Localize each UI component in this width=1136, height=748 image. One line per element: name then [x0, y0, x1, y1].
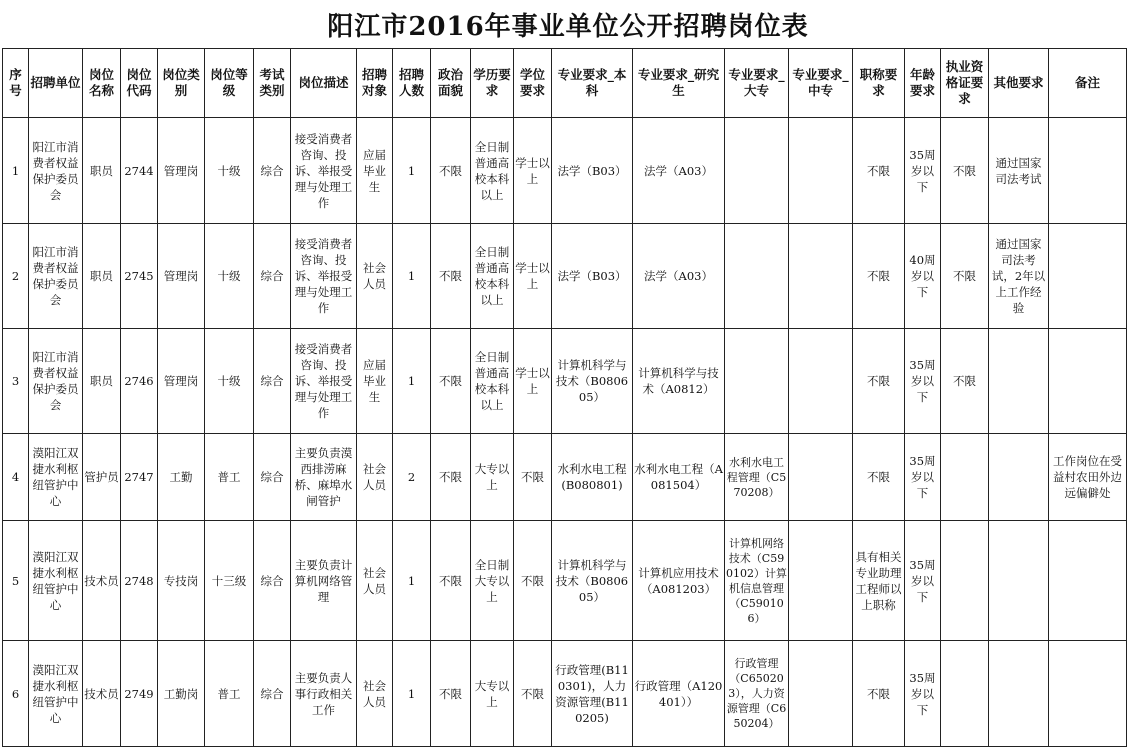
table-row — [3, 521, 1127, 641]
table-cell: 2 — [3, 224, 29, 329]
table-cell: 十级 — [205, 329, 254, 434]
table-cell: 全日制普通高校本科以上 — [471, 329, 514, 434]
table-cell: 计算机科学与技术（B080605） — [552, 329, 633, 434]
table-cell: 2748 — [121, 521, 158, 641]
header-cell: 岗位等级 — [205, 49, 254, 118]
table-cell: 不限 — [853, 641, 905, 747]
table-cell: 接受消费者咨询、投诉、举报受理与处理工作 — [291, 329, 357, 434]
table-cell — [1049, 641, 1127, 747]
table-cell: 通过国家司法考试，2年以上工作经验 — [989, 224, 1049, 329]
table-cell: 计算机网络技术（C590102）计算机信息管理（C590106） — [725, 521, 789, 641]
table-cell: 管理岗 — [158, 329, 205, 434]
table-cell — [941, 434, 989, 521]
header-cell: 岗位代码 — [121, 49, 158, 118]
table-cell: 不限 — [853, 118, 905, 224]
table-cell — [725, 224, 789, 329]
table-cell: 水利水电工程管理（C570208） — [725, 434, 789, 521]
table-cell: 技术员 — [83, 521, 121, 641]
positions-table — [2, 48, 1127, 747]
table-cell: 社会人员 — [357, 521, 393, 641]
table-cell: 综合 — [254, 118, 291, 224]
table-cell: 1 — [393, 521, 431, 641]
table-cell: 35周岁以下 — [905, 329, 941, 434]
table-cell: 行政管理(B110301)，人力资源管理(B110205) — [552, 641, 633, 747]
table-cell: 学士以上 — [514, 118, 552, 224]
table-cell: 计算机科学与技术（B080605） — [552, 521, 633, 641]
table-cell: 主要负责人事行政相关工作 — [291, 641, 357, 747]
table-cell: 不限 — [514, 641, 552, 747]
table-cell: 全日制大专以上 — [471, 521, 514, 641]
table-cell — [725, 329, 789, 434]
table-cell: 主要负责计算机网络管理 — [291, 521, 357, 641]
table-cell — [1049, 521, 1127, 641]
table-cell: 法学（B03） — [552, 118, 633, 224]
table-cell — [789, 329, 853, 434]
table-cell: 综合 — [254, 224, 291, 329]
table-cell: 35周岁以下 — [905, 641, 941, 747]
table-cell: 1 — [393, 118, 431, 224]
table-cell: 35周岁以下 — [905, 118, 941, 224]
table-cell: 法学（A03） — [633, 224, 725, 329]
table-cell: 不限 — [431, 329, 471, 434]
table-cell: 不限 — [853, 329, 905, 434]
table-cell: 2745 — [121, 224, 158, 329]
table-cell: 不限 — [431, 521, 471, 641]
table-cell: 6 — [3, 641, 29, 747]
table-cell: 不限 — [431, 224, 471, 329]
table-cell — [1049, 118, 1127, 224]
table-cell: 计算机科学与技术（A0812） — [633, 329, 725, 434]
table-cell: 不限 — [941, 329, 989, 434]
table-cell: 社会人员 — [357, 641, 393, 747]
table-cell — [1049, 329, 1127, 434]
table-cell: 不限 — [853, 434, 905, 521]
header-cell: 专业要求_中专 — [789, 49, 853, 118]
table-cell: 职员 — [83, 329, 121, 434]
table-cell: 不限 — [431, 434, 471, 521]
header-cell: 学位要求 — [514, 49, 552, 118]
header-cell: 招聘对象 — [357, 49, 393, 118]
header-cell: 考试类别 — [254, 49, 291, 118]
table-cell: 1 — [393, 641, 431, 747]
table-cell: 应届毕业生 — [357, 118, 393, 224]
table-cell — [989, 434, 1049, 521]
table-cell: 主要负责漠西排涝麻桥、麻埠水闸管护 — [291, 434, 357, 521]
table-cell: 社会人员 — [357, 224, 393, 329]
header-cell: 序号 — [3, 49, 29, 118]
table-cell: 水利水电工程（A081504） — [633, 434, 725, 521]
table-cell: 4 — [3, 434, 29, 521]
header-cell: 岗位类别 — [158, 49, 205, 118]
header-cell: 学历要求 — [471, 49, 514, 118]
table-cell: 不限 — [431, 641, 471, 747]
table-cell: 普工 — [205, 641, 254, 747]
header-cell: 其他要求 — [989, 49, 1049, 118]
table-cell: 学士以上 — [514, 224, 552, 329]
table-cell: 综合 — [254, 434, 291, 521]
table-cell: 不限 — [853, 224, 905, 329]
table-cell: 接受消费者咨询、投诉、举报受理与处理工作 — [291, 118, 357, 224]
table-cell: 通过国家司法考试 — [989, 118, 1049, 224]
table-cell: 全日制普通高校本科以上 — [471, 118, 514, 224]
table-cell: 不限 — [514, 434, 552, 521]
table-cell: 应届毕业生 — [357, 329, 393, 434]
table-cell: 阳江市消费者权益保护委员会 — [29, 118, 83, 224]
table-cell: 具有相关专业助理工程师以上职称 — [853, 521, 905, 641]
table-cell: 大专以上 — [471, 641, 514, 747]
table-cell: 2 — [393, 434, 431, 521]
table-cell: 管理岗 — [158, 224, 205, 329]
table-cell — [789, 434, 853, 521]
table-cell: 2747 — [121, 434, 158, 521]
table-cell: 大专以上 — [471, 434, 514, 521]
table-cell: 不限 — [431, 118, 471, 224]
table-cell: 十级 — [205, 224, 254, 329]
header-cell: 招聘单位 — [29, 49, 83, 118]
table-cell: 工勤 — [158, 434, 205, 521]
table-cell: 工勤岗 — [158, 641, 205, 747]
table-cell: 十级 — [205, 118, 254, 224]
table-cell — [941, 521, 989, 641]
table-cell: 水利水电工程(B080801) — [552, 434, 633, 521]
table-cell: 2746 — [121, 329, 158, 434]
table-cell: 职员 — [83, 118, 121, 224]
table-cell: 35周岁以下 — [905, 434, 941, 521]
table-cell: 行政管理（C650203），人力资源管理（C650204） — [725, 641, 789, 747]
table-cell: 计算机应用技术（A081203） — [633, 521, 725, 641]
table-cell: 漠阳江双捷水利枢纽管护中心 — [29, 434, 83, 521]
table-cell: 1 — [3, 118, 29, 224]
header-cell: 年龄要求 — [905, 49, 941, 118]
table-row — [3, 434, 1127, 521]
table-cell: 十三级 — [205, 521, 254, 641]
header-row — [3, 49, 1127, 118]
table-cell: 行政管理（A120401）） — [633, 641, 725, 747]
header-cell: 岗位描述 — [291, 49, 357, 118]
table-cell: 3 — [3, 329, 29, 434]
table-cell: 2749 — [121, 641, 158, 747]
header-cell: 岗位名称 — [83, 49, 121, 118]
table-cell: 管护员 — [83, 434, 121, 521]
header-cell: 招聘人数 — [393, 49, 431, 118]
table-cell: 接受消费者咨询、投诉、举报受理与处理工作 — [291, 224, 357, 329]
table-cell — [989, 641, 1049, 747]
table-cell — [1049, 224, 1127, 329]
table-cell: 综合 — [254, 521, 291, 641]
table-cell: 1 — [393, 329, 431, 434]
table-cell: 漠阳江双捷水利枢纽管护中心 — [29, 521, 83, 641]
header-cell: 备注 — [1049, 49, 1127, 118]
table-cell — [941, 641, 989, 747]
page-title: 阳江市2016年事业单位公开招聘岗位表 — [327, 12, 809, 42]
table-cell — [789, 224, 853, 329]
table-cell: 综合 — [254, 329, 291, 434]
table-row — [3, 329, 1127, 434]
table-cell — [989, 521, 1049, 641]
table-cell: 管理岗 — [158, 118, 205, 224]
table-cell: 40周岁以下 — [905, 224, 941, 329]
table-cell: 综合 — [254, 641, 291, 747]
header-cell: 执业资格证要求 — [941, 49, 989, 118]
table-cell: 阳江市消费者权益保护委员会 — [29, 329, 83, 434]
table-row — [3, 224, 1127, 329]
table-row — [3, 118, 1127, 224]
table-cell — [789, 641, 853, 747]
table-cell: 专技岗 — [158, 521, 205, 641]
table-cell: 35周岁以下 — [905, 521, 941, 641]
table-cell — [789, 118, 853, 224]
table-cell: 普工 — [205, 434, 254, 521]
header-cell: 专业要求_大专 — [725, 49, 789, 118]
table-cell: 工作岗位在受益村农田外边远偏僻处 — [1049, 434, 1127, 521]
table-cell — [989, 329, 1049, 434]
header-cell: 专业要求_研究生 — [633, 49, 725, 118]
table-cell: 不限 — [514, 521, 552, 641]
table-cell — [789, 521, 853, 641]
table-cell: 全日制普通高校本科以上 — [471, 224, 514, 329]
table-cell: 1 — [393, 224, 431, 329]
table-cell: 漠阳江双捷水利枢纽管护中心 — [29, 641, 83, 747]
table-cell: 5 — [3, 521, 29, 641]
table-cell: 社会人员 — [357, 434, 393, 521]
table-cell: 阳江市消费者权益保护委员会 — [29, 224, 83, 329]
table-cell: 职员 — [83, 224, 121, 329]
table-cell: 2744 — [121, 118, 158, 224]
table-cell: 法学（A03） — [633, 118, 725, 224]
table-cell: 不限 — [941, 224, 989, 329]
table-row — [3, 641, 1127, 747]
header-cell: 政治面貌 — [431, 49, 471, 118]
table-cell: 学士以上 — [514, 329, 552, 434]
table-cell: 法学（B03） — [552, 224, 633, 329]
table-cell — [725, 118, 789, 224]
table-cell: 技术员 — [83, 641, 121, 747]
header-cell: 专业要求_本科 — [552, 49, 633, 118]
table-cell: 不限 — [941, 118, 989, 224]
header-cell: 职称要求 — [853, 49, 905, 118]
